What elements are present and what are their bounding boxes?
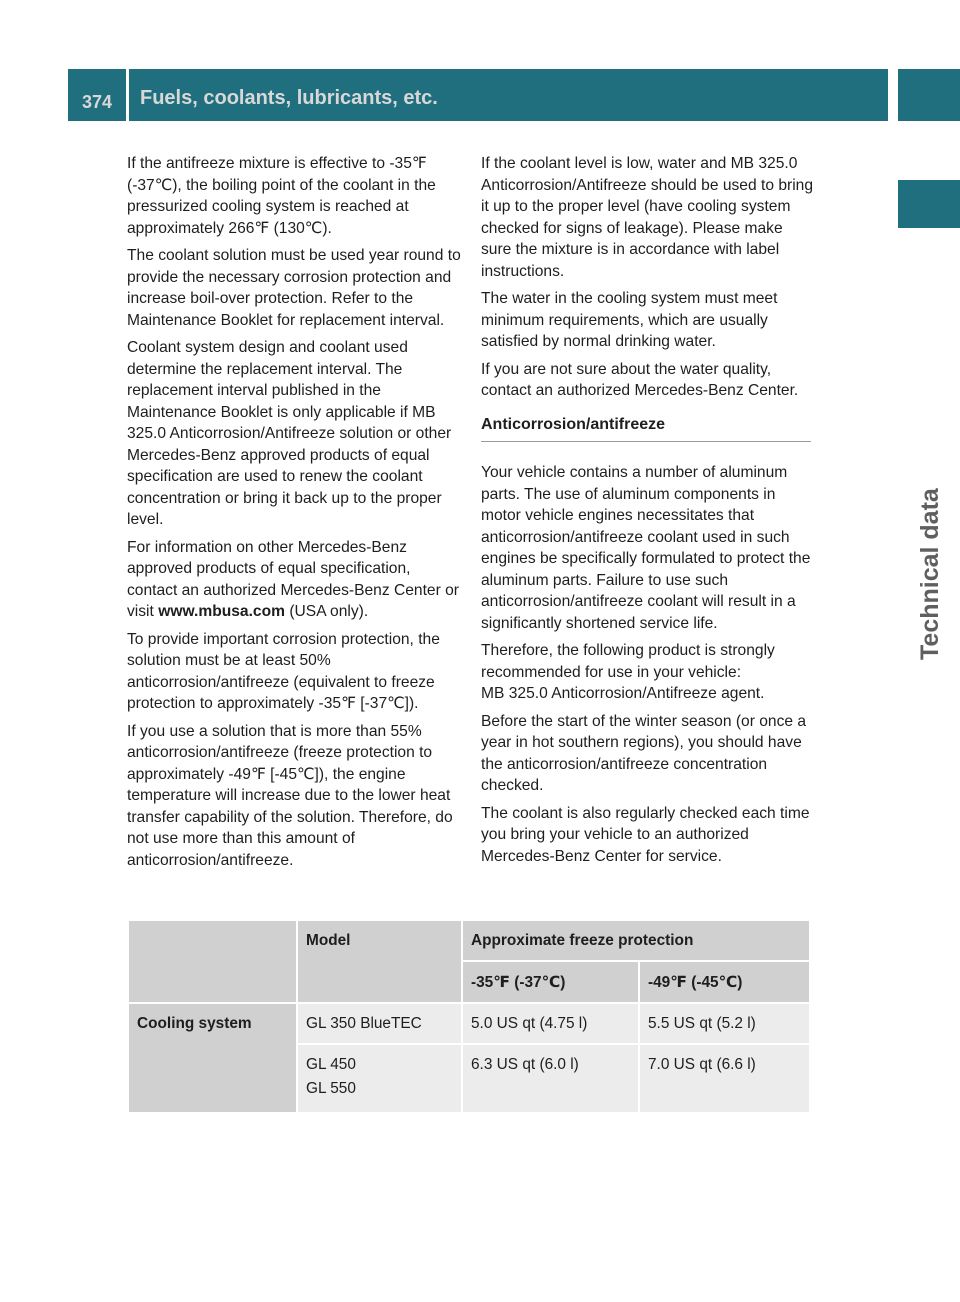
corner-block [898,69,960,121]
value-cell: 5.0 US qt (4.75 l) [463,1004,638,1043]
paragraph: MB 325.0 Anticorrosion/Antifreeze agent. [481,685,765,702]
value-cell: 7.0 US qt (6.6 l) [640,1045,809,1112]
paragraph: Therefore, the following product is strongly recommended for use in your vehicle: [481,642,775,681]
table-corner [129,921,296,1002]
column-header-model: Model [298,921,461,1002]
subcolumn-header: -49℉ (-45℃) [640,962,809,1002]
paragraph: If the coolant level is low, water and MB 325.0 Anticorrosion/Antifreeze should be used to bring it up to the proper level (have cooling system checked for signs of leakage). Please make sure the mixture is in accordance with label instructions. [481,155,813,280]
subcolumn-header: -35℉ (-37℃) [463,962,638,1002]
paragraph: To provide important corrosion protection, the solution must be at least 50% anticorrosion/antifreeze (equivalent to freeze protection to approximately -35℉ [-37℃]). [127,630,440,712]
info-paragraph [127,537,462,623]
model-cell [298,1004,461,1043]
paragraph: The coolant is also regularly checked each time you bring your vehicle to an authorized Mercedes-Benz Center for service. [481,804,810,865]
value-cell: 6.3 US qt (6.0 l) [463,1045,638,1112]
paragraph: Your vehicle contains a number of aluminum parts. The use of aluminum components in motor vehicle engines necessitates that anticorrosion/antifreeze coolant used in such engines be specifically formulated to protect the aluminum parts. Failure to use such anticorrosion/antifreeze coolant will result in a significantly shortened service life. [481,464,811,632]
side-tab [898,300,960,750]
value-cell: 5.5 US qt (5.2 l) [640,1004,809,1043]
row-header: Cooling system [129,1004,296,1112]
section-heading: Anticorrosion/antifreeze [481,414,811,443]
paragraph: Coolant system design and coolant used determine the replacement interval. The replacement interval published in the Maintenance Booklet is only applicable if MB 325.0 Anticorrosion/Antifreeze solution or other Mercedes-Benz approved products of equal specification are used to renew the coolant concentration or bring it back up to the proper level. [127,339,452,528]
column-header-protection: Approximate freeze protection [463,921,809,960]
paragraph: If you use a solution that is more than 55% anticorrosion/antifreeze (freeze protection to approximately -49℉ [-45℃]), the engine temperature will increase due to the lower heat transfer capability of the solution. Therefore, do not use more than this amount of anticorrosion/antifreeze. [127,722,453,869]
paragraph: Before the start of the winter season (or once a year in hot southern regions), you should have the anticorrosion/antifreeze concentration checked. [481,712,807,794]
model-name: GL 350 BlueTEC [306,1015,422,1032]
model-name: GL 550 [306,1080,356,1097]
side-marker [898,180,960,228]
model-cell [298,1045,461,1112]
paragraph: The coolant solution must be used year round to provide the necessary corrosion protection and increase boil-over protection. Refer to the Maintenance Booklet for replacement interval. [127,247,461,329]
website-link[interactable]: www.mbusa.com [158,603,285,620]
paragraph: If the antifreeze mixture is effective to -35℉ (-37℃), the boiling point of the coolant in the pressurized cooling system is reached at approximately 266℉ (130℃). [127,155,436,237]
page-number: 374 [82,92,113,112]
side-tab-label: Technical data [916,488,944,660]
paragraph: The water in the cooling system must meet minimum requirements, which are usually satisfied by normal drinking water. [481,290,778,350]
table-row [129,1004,809,1043]
info-prefix: For information on other Mercedes-Benz approved products of equal specification, contact an authorized Mercedes-Benz Center or visit [127,538,459,620]
info-suffix: (USA only). [285,603,369,620]
section-title: Fuels, coolants, lubricants, etc. [129,69,888,121]
paragraph: If you are not sure about the water quality, contact an authorized Mercedes-Benz Center. [481,360,799,399]
model-name: GL 450 [306,1056,356,1073]
left-column [127,153,462,877]
coolant-capacity-table [127,919,811,1114]
right-column [481,153,816,873]
